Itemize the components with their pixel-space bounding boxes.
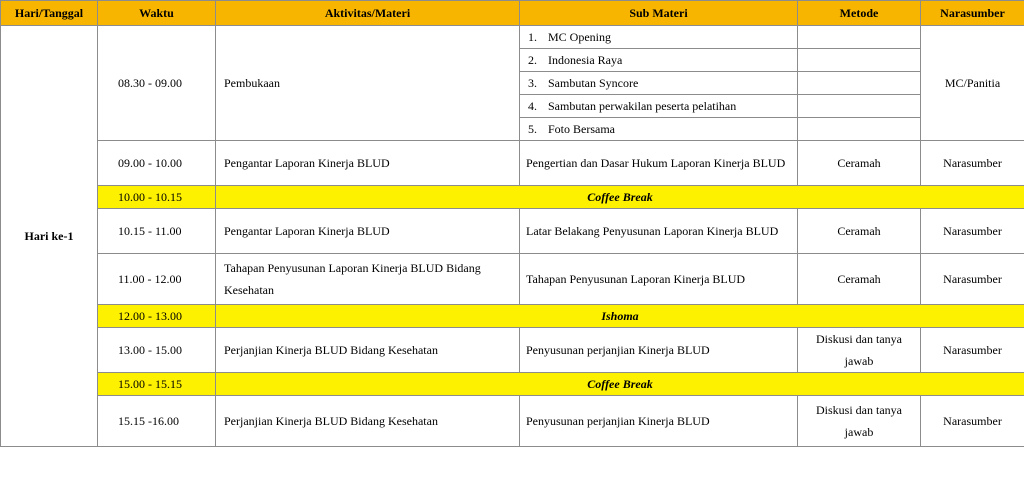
time-cell: 08.30 - 09.00: [98, 26, 216, 141]
method-cell: Diskusi dan tanya jawab: [798, 396, 921, 447]
time-cell: 09.00 - 10.00: [98, 141, 216, 186]
sub-materi-cell: Penyusunan perjanjian Kinerja BLUD: [520, 328, 798, 373]
activity-cell: Perjanjian Kinerja BLUD Bidang Kesehatan: [216, 328, 520, 373]
sub-materi-cell: Pengertian dan Dasar Hukum Laporan Kinerja BLUD: [520, 141, 798, 186]
time-cell: 13.00 - 15.00: [98, 328, 216, 373]
sub-item-text: Foto Bersama: [548, 122, 615, 136]
sub-item-text: MC Opening: [548, 30, 611, 44]
break-label: Coffee Break: [216, 186, 1024, 209]
break-label: Ishoma: [216, 305, 1024, 328]
speaker-cell: Narasumber: [921, 209, 1024, 254]
sub-item-text: Indonesia Raya: [548, 53, 623, 67]
activity-cell: Pembukaan: [216, 26, 520, 141]
method-cell: Ceramah: [798, 254, 921, 305]
time-cell: 15.15 -16.00: [98, 396, 216, 447]
time-cell: 10.15 - 11.00: [98, 209, 216, 254]
activity-cell: Pengantar Laporan Kinerja BLUD: [216, 209, 520, 254]
sub-item-number: 2.: [528, 53, 537, 67]
table-row: [1, 26, 1024, 49]
table-row: [1, 328, 1024, 373]
header-waktu: Waktu: [98, 1, 216, 26]
header-metode: Metode: [798, 1, 921, 26]
header-hari: Hari/Tanggal: [1, 1, 98, 26]
sub-item: [520, 49, 798, 72]
sub-item-number: 5.: [528, 122, 537, 136]
break-row: [1, 373, 1024, 396]
method-cell: [798, 49, 921, 72]
activity-cell: Tahapan Penyusunan Laporan Kinerja BLUD Bidang Kesehatan: [216, 254, 520, 305]
method-cell: Diskusi dan tanya jawab: [798, 328, 921, 373]
activity-cell: Pengantar Laporan Kinerja BLUD: [216, 141, 520, 186]
table-row: [1, 396, 1024, 447]
method-cell: [798, 72, 921, 95]
speaker-cell: Narasumber: [921, 396, 1024, 447]
activity-cell: Perjanjian Kinerja BLUD Bidang Kesehatan: [216, 396, 520, 447]
header-row: [1, 1, 1024, 26]
speaker-cell: Narasumber: [921, 254, 1024, 305]
sub-item-number: 1.: [528, 30, 537, 44]
method-cell: [798, 26, 921, 49]
method-cell: [798, 118, 921, 141]
sub-materi-cell: Tahapan Penyusunan Laporan Kinerja BLUD: [520, 254, 798, 305]
speaker-cell: Narasumber: [921, 141, 1024, 186]
day-label: Hari ke-1: [1, 26, 98, 447]
sub-item-text: Sambutan perwakilan peserta pelatihan: [548, 99, 737, 113]
header-sub-materi: Sub Materi: [520, 1, 798, 26]
break-label: Coffee Break: [216, 373, 1024, 396]
sub-materi-cell: Penyusunan perjanjian Kinerja BLUD: [520, 396, 798, 447]
time-cell: 11.00 - 12.00: [98, 254, 216, 305]
header-narasumber: Narasumber: [921, 1, 1024, 26]
speaker-cell: Narasumber: [921, 328, 1024, 373]
sub-item-number: 3.: [528, 76, 537, 90]
sub-materi-cell: Latar Belakang Penyusunan Laporan Kinerja BLUD: [520, 209, 798, 254]
break-time: 15.00 - 15.15: [98, 373, 216, 396]
sub-item: [520, 72, 798, 95]
sub-item: [520, 95, 798, 118]
table-row: [1, 209, 1024, 254]
break-time: 10.00 - 10.15: [98, 186, 216, 209]
sub-item: [520, 118, 798, 141]
header-aktivitas: Aktivitas/Materi: [216, 1, 520, 26]
break-time: 12.00 - 13.00: [98, 305, 216, 328]
table-row: [1, 254, 1024, 305]
break-row: [1, 186, 1024, 209]
sub-item-number: 4.: [528, 99, 537, 113]
method-cell: Ceramah: [798, 141, 921, 186]
method-cell: Ceramah: [798, 209, 921, 254]
method-cell: [798, 95, 921, 118]
sub-item: [520, 26, 798, 49]
sub-item-text: Sambutan Syncore: [548, 76, 639, 90]
break-row: [1, 305, 1024, 328]
speaker-cell: MC/Panitia: [921, 26, 1024, 141]
table-row: [1, 141, 1024, 186]
